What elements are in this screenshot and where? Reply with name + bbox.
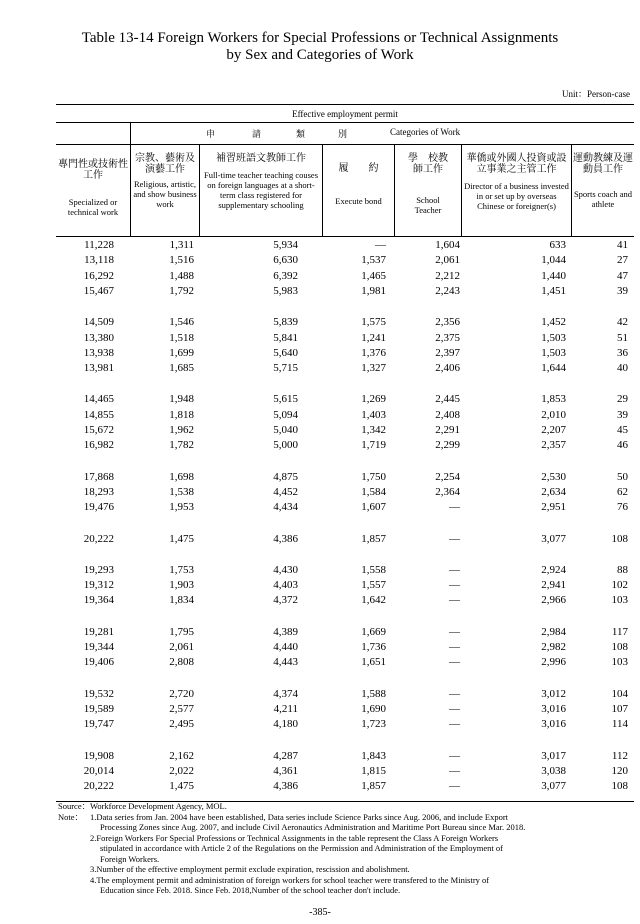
table-cell: 15,672 xyxy=(83,424,114,436)
table-cell: 13,380 xyxy=(83,331,114,344)
source-text: Workforce Development Agency, MOL. xyxy=(90,801,227,811)
col-header-school-teacher: 學 校教師工作 School Teacher xyxy=(408,153,448,215)
table-cell: 36 xyxy=(617,346,628,359)
table-row xyxy=(56,656,634,670)
table-cell: 3,016 xyxy=(541,718,566,731)
table-cell: 1,843 xyxy=(361,749,386,762)
table-cell: 2,924 xyxy=(541,563,566,576)
table-cell: 2,495 xyxy=(169,718,194,731)
note-text: 1.Data series from Jan. 2004 have been established, Data series include Science Parks since Aug. 2006, and include Export xyxy=(90,811,509,822)
table-cell: 2,982 xyxy=(541,641,566,653)
note-text: 4.The employment permit and administration of foreign workers for school teacher were transfered to the Ministry of xyxy=(90,874,490,885)
table-cell: 1,651 xyxy=(361,656,386,669)
table-cell: — xyxy=(449,764,460,777)
table-cell: 13,938 xyxy=(83,346,114,359)
table-cell: 1,981 xyxy=(361,284,386,297)
table-cell: 1,690 xyxy=(361,702,386,715)
col-header-teacher-courses: 補習班語文教師工作 Full-time teacher teaching couses on foreign languages at a short-term class registered for supplementary schooling xyxy=(204,153,318,210)
table-cell: 1,503 xyxy=(541,346,566,359)
table-row xyxy=(56,564,634,578)
table-row xyxy=(56,501,634,515)
table-cell: 4,180 xyxy=(273,718,298,731)
table-cell: 1,948 xyxy=(169,393,194,406)
table-cell: — xyxy=(449,594,460,607)
table-cell: 19,312 xyxy=(83,579,114,592)
table-cell: 16,982 xyxy=(83,439,114,452)
table-cell: 2,577 xyxy=(169,702,194,715)
table-cell: 1,853 xyxy=(541,393,566,406)
table-cell: 50 xyxy=(617,470,628,483)
table-cell: 2,720 xyxy=(169,687,194,700)
table-cell: 19,344 xyxy=(83,641,114,653)
table-cell: 4,440 xyxy=(273,641,298,653)
table-cell: — xyxy=(449,702,460,715)
table-cell: 1,604 xyxy=(435,239,460,251)
table-cell: 1,903 xyxy=(169,579,194,592)
table-cell: 15,467 xyxy=(83,284,114,297)
table-cell: 1,723 xyxy=(361,718,386,731)
table-cell: 19,589 xyxy=(83,702,114,715)
table-cell: 4,452 xyxy=(273,485,298,498)
table-cell: 29 xyxy=(617,393,628,406)
table-cell: 88 xyxy=(617,563,628,576)
table-cell: 2,406 xyxy=(435,362,460,375)
table-cell: 4,430 xyxy=(273,563,298,576)
table-cell: 1,044 xyxy=(541,254,566,267)
table-cell: 103 xyxy=(611,656,628,669)
table-cell: 13,981 xyxy=(83,362,114,375)
table-cell: 1,403 xyxy=(361,408,386,421)
table-row xyxy=(56,285,634,299)
table-cell: 117 xyxy=(611,625,628,638)
table-cell: 1,475 xyxy=(169,532,194,545)
table-cell: 104 xyxy=(611,687,628,700)
table-cell: 103 xyxy=(611,594,628,607)
table-cell: — xyxy=(449,687,460,700)
table-cell: 1,818 xyxy=(169,408,194,421)
table-cell: 120 xyxy=(611,764,628,777)
table-cell: 4,443 xyxy=(273,656,298,669)
table-cell: — xyxy=(449,625,460,638)
table-cell: 14,465 xyxy=(83,393,114,406)
table-cell: 2,984 xyxy=(541,625,566,638)
table-cell: 2,375 xyxy=(435,331,460,344)
table-cell: 39 xyxy=(617,408,628,421)
table-cell: 1,953 xyxy=(169,501,194,514)
table-cell: 4,386 xyxy=(273,780,298,793)
table-cell: — xyxy=(449,780,460,793)
table-cell: 112 xyxy=(611,749,628,762)
table-cell: 1,538 xyxy=(169,485,194,498)
table-cell: 17,868 xyxy=(83,470,114,483)
table-cell: 2,397 xyxy=(435,346,460,359)
table-cell: 1,750 xyxy=(361,470,386,483)
table-cell: 2,996 xyxy=(541,656,566,669)
table-cell: 1,962 xyxy=(169,424,194,436)
table-cell: 2,408 xyxy=(435,408,460,421)
header-bottom-rule xyxy=(56,236,634,237)
table-cell: 76 xyxy=(617,501,628,514)
table-cell: 13,118 xyxy=(84,254,114,267)
table-cell: 1,269 xyxy=(361,393,386,406)
page-number: -385- xyxy=(309,907,331,918)
table-cell: 1,719 xyxy=(361,439,386,452)
table-cell: 1,451 xyxy=(541,284,566,297)
table-cell: 2,357 xyxy=(541,439,566,452)
notes-section xyxy=(58,801,628,896)
table-cell: 108 xyxy=(611,780,628,793)
table-cell: 5,000 xyxy=(273,439,298,452)
table-cell: 20,222 xyxy=(83,532,114,545)
source-line xyxy=(58,801,628,812)
table-cell: 1,644 xyxy=(541,362,566,375)
note-text: 2.Foreign Workers For Special Professions or Technical Assignments in the table represent the Class A Foreign Workers xyxy=(90,832,499,843)
note-text: Education since Feb. 2018. Since Feb. 2018,Number of the school teacher don't include. xyxy=(100,885,401,895)
table-row xyxy=(56,254,634,268)
table-row xyxy=(56,239,634,253)
table-cell: 1,342 xyxy=(361,424,386,436)
table-cell: 4,211 xyxy=(273,702,298,715)
table-cell: 1,699 xyxy=(169,346,194,359)
table-cell: 19,364 xyxy=(83,594,114,607)
table-cell: 47 xyxy=(617,269,628,282)
table-cell: 3,077 xyxy=(541,532,566,545)
table-cell: 102 xyxy=(611,579,628,592)
table-cell: 1,327 xyxy=(361,362,386,375)
table-cell: 1,241 xyxy=(361,331,386,344)
table-cell: 14,509 xyxy=(83,316,114,329)
note-text: Processing Zones since Aug. 2007, and include Civil Aeronautics Administration and Maritime Port Bureau since Mar. 2018. xyxy=(100,822,526,832)
table-cell: — xyxy=(375,239,386,251)
table-cell: 1,815 xyxy=(361,764,386,777)
table-cell: 5,094 xyxy=(273,408,298,421)
table-cell: 2,966 xyxy=(541,594,566,607)
table-cell: 2,061 xyxy=(435,254,460,267)
table-cell: 2,356 xyxy=(435,316,460,329)
table-row xyxy=(56,780,634,794)
table-cell: 2,254 xyxy=(435,470,460,483)
table-cell: 1,782 xyxy=(169,439,194,452)
table-cell: 1,557 xyxy=(361,579,386,592)
table-cell: 4,434 xyxy=(273,501,298,514)
note-text: Foreign Workers. xyxy=(100,853,160,864)
table-cell: 1,685 xyxy=(169,362,194,375)
table-cell: — xyxy=(449,718,460,731)
table-cell: 5,983 xyxy=(273,284,298,297)
table-cell: 2,445 xyxy=(435,393,460,406)
table-cell: 62 xyxy=(617,485,628,498)
table-cell: 1,669 xyxy=(361,625,386,638)
table-row xyxy=(56,486,634,500)
table-row xyxy=(56,270,634,284)
table-cell: 114 xyxy=(611,718,628,731)
unit-label: Unit：Person-case xyxy=(562,89,630,99)
table-cell: 2,212 xyxy=(435,269,460,282)
table-cell: 5,615 xyxy=(273,393,298,406)
table-cell: 1,642 xyxy=(361,594,386,607)
table-cell: 19,908 xyxy=(83,749,114,762)
table-cell: 3,016 xyxy=(541,702,566,715)
table-row xyxy=(56,750,634,764)
table-row xyxy=(56,347,634,361)
title-line-2: by Sex and Categories of Work xyxy=(226,47,414,63)
table-row xyxy=(56,424,634,438)
table-cell: 19,281 xyxy=(83,625,114,638)
table-cell: 1,607 xyxy=(361,501,386,514)
table-cell: 1,488 xyxy=(169,269,194,282)
table-cell: 1,753 xyxy=(169,563,194,576)
table-cell: 1,503 xyxy=(541,331,566,344)
table-cell: 4,389 xyxy=(273,625,298,638)
table-cell: 1,857 xyxy=(361,532,386,545)
table-cell: 4,372 xyxy=(273,594,298,607)
table-cell: 2,941 xyxy=(541,579,566,592)
table-cell: 1,537 xyxy=(361,254,386,267)
table-cell: 2,951 xyxy=(541,501,566,514)
table-row xyxy=(56,594,634,608)
table-cell: 45 xyxy=(617,424,628,436)
table-row xyxy=(56,439,634,453)
table-cell: 2,808 xyxy=(169,656,194,669)
table-row xyxy=(56,765,634,779)
table-cell: 5,934 xyxy=(273,239,298,251)
col-header-sports: 運動教練及運動員工作 Sports coach and athlete xyxy=(573,153,633,209)
table-cell: 3,012 xyxy=(541,687,566,700)
table-cell: 4,875 xyxy=(273,470,298,483)
table-cell: 5,841 xyxy=(273,331,298,344)
table-cell: 1,588 xyxy=(361,687,386,700)
table-row xyxy=(56,579,634,593)
table-cell: 14,855 xyxy=(83,408,114,421)
table-cell: 2,162 xyxy=(169,749,194,762)
table-cell: 107 xyxy=(611,702,628,715)
table-cell: 39 xyxy=(617,284,628,297)
table-cell: 3,077 xyxy=(541,780,566,793)
table-cell: 633 xyxy=(549,239,566,251)
table-row xyxy=(56,626,634,640)
table-cell: 16,292 xyxy=(83,269,114,282)
apply-char: 請 xyxy=(252,129,262,139)
top-rule xyxy=(56,104,634,105)
table-cell: 4,386 xyxy=(273,532,298,545)
table-cell: 19,747 xyxy=(83,718,114,731)
table-cell: — xyxy=(449,656,460,669)
table-cell: 1,516 xyxy=(169,254,194,267)
table-cell: 2,364 xyxy=(435,485,460,498)
table-cell: 1,465 xyxy=(361,269,386,282)
table-cell: 2,243 xyxy=(435,284,460,297)
table-cell: 1,584 xyxy=(361,485,386,498)
table-title xyxy=(0,30,640,64)
table-cell: 51 xyxy=(617,331,628,344)
table-row xyxy=(56,393,634,407)
table-cell: 1,475 xyxy=(169,780,194,793)
table-cell: 3,017 xyxy=(541,749,566,762)
table-cell: 27 xyxy=(617,254,628,267)
table-cell: 1,452 xyxy=(541,316,566,329)
table-cell: 108 xyxy=(611,641,628,653)
table-cell: 6,630 xyxy=(273,254,298,267)
header-divider xyxy=(56,144,634,145)
table-cell: 1,834 xyxy=(169,594,194,607)
table-cell: 46 xyxy=(617,439,628,452)
table-cell: 108 xyxy=(611,532,628,545)
table-row xyxy=(56,703,634,717)
table-row xyxy=(56,688,634,702)
table-cell: 5,640 xyxy=(273,346,298,359)
table-row xyxy=(56,471,634,485)
table-cell: 20,222 xyxy=(83,780,114,793)
table-cell: 2,022 xyxy=(169,764,194,777)
header-divider xyxy=(56,122,634,123)
table-row xyxy=(56,362,634,376)
table-cell: 2,299 xyxy=(435,439,460,452)
table-row xyxy=(56,332,634,346)
table-cell: 40 xyxy=(617,362,628,375)
table-cell: 2,634 xyxy=(541,485,566,498)
table-row xyxy=(56,641,634,655)
note-line xyxy=(58,812,628,823)
col-header-execute-bond: 履 約 Execute bond xyxy=(335,163,382,206)
table-cell: 2,530 xyxy=(541,470,566,483)
table-cell: 2,291 xyxy=(435,424,460,436)
col-header-religious: 宗教、藝術及演藝工作 Religious, artistic, and show business work xyxy=(133,153,197,209)
table-row xyxy=(56,316,634,330)
effective-permit-header: Effective employment permit xyxy=(292,109,398,119)
note-text: 3.Number of the effective employment permit exclude expiration, rescission and abolishment. xyxy=(90,864,410,874)
table-cell: 42 xyxy=(617,316,628,329)
table-cell: 1,857 xyxy=(361,780,386,793)
col-header-director: 華僑或外國人投資或設立事業之主管工作 Director of a business invested in or set up by overseas Chinese or foreigner(s) xyxy=(464,153,569,211)
table-cell: 19,476 xyxy=(83,501,114,514)
table-cell: 1,518 xyxy=(169,331,194,344)
table-cell: 41 xyxy=(617,239,628,251)
col-header-specialized: 專門性或技術性工作 Specialized or technical work xyxy=(58,159,128,217)
apply-char: 類 xyxy=(296,129,306,139)
table-cell: — xyxy=(449,532,460,545)
table-cell: 2,010 xyxy=(541,408,566,421)
table-cell: 1,795 xyxy=(169,625,194,638)
table-cell: 5,715 xyxy=(273,362,298,375)
table-cell: 19,406 xyxy=(83,656,114,669)
table-row xyxy=(56,409,634,423)
table-cell: 1,558 xyxy=(361,563,386,576)
table-cell: 1,546 xyxy=(169,316,194,329)
title-line-1: Table 13-14 Foreign Workers for Special Professions or Technical Assignments xyxy=(81,30,559,46)
table-cell: 2,207 xyxy=(541,424,566,436)
table-row xyxy=(56,718,634,732)
table-cell: 4,361 xyxy=(273,764,298,777)
table-cell: 1,311 xyxy=(169,239,194,251)
table-cell: 20,014 xyxy=(83,764,114,777)
table-cell: 4,287 xyxy=(273,749,298,762)
table-row xyxy=(56,533,634,547)
note-text: stipulated in accordance with Article 2 of the Regulations on the Permission and Administration of the Employment of xyxy=(100,843,503,853)
table-cell: — xyxy=(449,501,460,514)
apply-char: 申 xyxy=(206,129,216,139)
categories-label: Categories of Work xyxy=(390,127,461,137)
table-cell: 6,392 xyxy=(273,269,298,282)
table-cell: 2,061 xyxy=(169,641,194,653)
table-cell: 11,228 xyxy=(84,239,114,251)
table-cell: 3,038 xyxy=(541,764,566,777)
table-cell: 19,293 xyxy=(83,563,114,576)
table-cell: 1,792 xyxy=(169,284,194,297)
table-cell: 4,374 xyxy=(273,687,298,700)
table-cell: 5,839 xyxy=(273,316,298,329)
apply-char: 別 xyxy=(338,129,348,139)
table-cell: — xyxy=(449,563,460,576)
table-cell: — xyxy=(449,641,460,653)
note-label: Note： xyxy=(58,811,84,822)
table-cell: 1,440 xyxy=(541,269,566,282)
table-cell: 4,403 xyxy=(273,579,298,592)
table-cell: 1,376 xyxy=(361,346,386,359)
table-cell: 1,698 xyxy=(169,470,194,483)
table-cell: 5,040 xyxy=(273,424,298,436)
table-cell: 18,293 xyxy=(83,485,114,498)
table-cell: — xyxy=(449,579,460,592)
table-cell: 1,736 xyxy=(361,641,386,653)
source-label: Source： xyxy=(58,801,91,811)
table-cell: 19,532 xyxy=(83,687,114,700)
table-cell: — xyxy=(449,749,460,762)
table-cell: 1,575 xyxy=(361,316,386,329)
